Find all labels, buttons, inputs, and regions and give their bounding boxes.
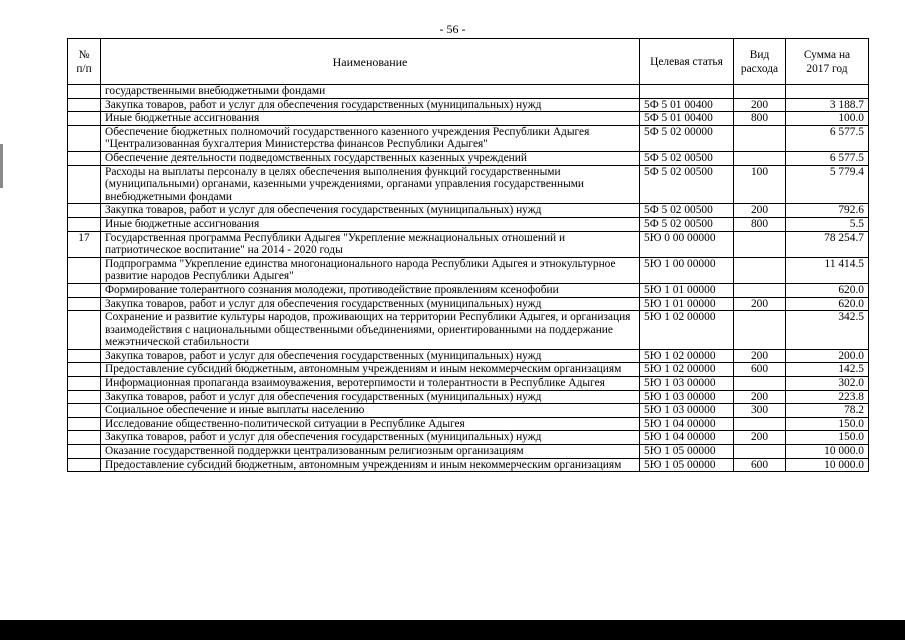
row-amount: 100.0: [786, 112, 869, 126]
row-name: Обеспечение деятельности подведомственных государственных казенных учреждений: [101, 151, 640, 165]
row-number: [68, 445, 101, 459]
row-expense-type: [734, 417, 786, 431]
table-row: [68, 283, 869, 297]
row-name: государственными внебюджетными фондами: [101, 85, 640, 99]
row-name: Подпрограмма "Укрепление единства многонационального народа Республики Адыгея и этнокультурное развитие народов Республики Адыгея": [101, 257, 640, 283]
row-number: [68, 458, 101, 472]
table-row: [68, 404, 869, 418]
row-expense-type: [734, 283, 786, 297]
row-expense-type: 200: [734, 98, 786, 112]
row-amount: 342.5: [786, 311, 869, 350]
row-amount: 150.0: [786, 431, 869, 445]
row-amount: 78 254.7: [786, 231, 869, 257]
row-number: [68, 283, 101, 297]
table-row: [68, 458, 869, 472]
row-expense-type: 100: [734, 165, 786, 204]
header-code: Целевая статья: [640, 39, 734, 85]
row-target-article: 5Ю 1 03 00000: [640, 377, 734, 391]
row-expense-type: 200: [734, 204, 786, 218]
row-expense-type: 800: [734, 112, 786, 126]
row-target-article: 5Ф 5 02 00500: [640, 217, 734, 231]
row-expense-type: 200: [734, 297, 786, 311]
row-number: [68, 377, 101, 391]
row-target-article: 5Ю 1 01 00000: [640, 283, 734, 297]
table-row: [68, 431, 869, 445]
scan-bottom-bar: [0, 620, 905, 640]
table-row: [68, 390, 869, 404]
row-target-article: 5Ю 1 01 00000: [640, 297, 734, 311]
row-target-article: 5Ф 5 01 00400: [640, 98, 734, 112]
row-name: Информационная пропаганда взаимоуважения, веротерпимости и толерантности в Республике Адыгея: [101, 377, 640, 391]
row-target-article: 5Ю 1 04 00000: [640, 431, 734, 445]
page-number: - 56 -: [439, 22, 466, 36]
row-name: Сохранение и развитие культуры народов, проживающих на территории Республики Адыгея, и организация взаимодействия с национальными общественными объединениями, ориентированными на поддержание межэтнической стабильности: [101, 311, 640, 350]
row-target-article: 5Ю 1 05 00000: [640, 445, 734, 459]
row-number: [68, 349, 101, 363]
row-number: [68, 125, 101, 151]
table-row: [68, 231, 869, 257]
row-expense-type: 800: [734, 217, 786, 231]
row-expense-type: [734, 231, 786, 257]
row-name: Иные бюджетные ассигнования: [101, 112, 640, 126]
row-amount: 10 000.0: [786, 458, 869, 472]
row-number: 17: [68, 231, 101, 257]
row-name: Иные бюджетные ассигнования: [101, 217, 640, 231]
row-target-article: 5Ф 5 02 00500: [640, 151, 734, 165]
row-expense-type: 600: [734, 458, 786, 472]
row-name: Закупка товаров, работ и услуг для обеспечения государственных (муниципальных) нужд: [101, 390, 640, 404]
table-row: [68, 257, 869, 283]
row-amount: 6 577.5: [786, 151, 869, 165]
row-number: [68, 297, 101, 311]
row-name: Предоставление субсидий бюджетным, автономным учреждениям и иным некоммерческим организациям: [101, 458, 640, 472]
table-row: [68, 363, 869, 377]
row-target-article: 5Ю 1 00 00000: [640, 257, 734, 283]
row-name: Закупка товаров, работ и услуг для обеспечения государственных (муниципальных) нужд: [101, 204, 640, 218]
table-row: [68, 204, 869, 218]
row-number: [68, 390, 101, 404]
row-number: [68, 217, 101, 231]
row-expense-type: [734, 257, 786, 283]
table-row: [68, 112, 869, 126]
row-amount: 223.8: [786, 390, 869, 404]
row-expense-type: [734, 151, 786, 165]
header-num: № п/п: [68, 39, 101, 85]
table-row: [68, 377, 869, 391]
row-expense-type: 600: [734, 363, 786, 377]
row-name: Закупка товаров, работ и услуг для обеспечения государственных (муниципальных) нужд: [101, 431, 640, 445]
row-target-article: [640, 85, 734, 99]
row-target-article: 5Ю 1 02 00000: [640, 349, 734, 363]
row-number: [68, 204, 101, 218]
row-amount: 620.0: [786, 297, 869, 311]
table-row: [68, 85, 869, 99]
row-number: [68, 151, 101, 165]
header-name: Наименование: [101, 39, 640, 85]
table-row: [68, 297, 869, 311]
row-number: [68, 112, 101, 126]
row-expense-type: 300: [734, 404, 786, 418]
row-name: Исследование общественно-политической ситуации в Республике Адыгея: [101, 417, 640, 431]
row-name: Формирование толерантного сознания молодежи, противодействие проявлениям ксенофобии: [101, 283, 640, 297]
row-expense-type: [734, 125, 786, 151]
row-amount: 3 188.7: [786, 98, 869, 112]
row-amount: 5.5: [786, 217, 869, 231]
row-amount: 6 577.5: [786, 125, 869, 151]
table-row: [68, 98, 869, 112]
row-expense-type: [734, 445, 786, 459]
row-target-article: 5Ю 1 02 00000: [640, 363, 734, 377]
row-amount: 11 414.5: [786, 257, 869, 283]
row-target-article: 5Ф 5 01 00400: [640, 112, 734, 126]
row-expense-type: [734, 311, 786, 350]
table-row: [68, 151, 869, 165]
row-name: Закупка товаров, работ и услуг для обеспечения государственных (муниципальных) нужд: [101, 98, 640, 112]
budget-table: [67, 38, 869, 472]
table-row: [68, 445, 869, 459]
row-target-article: 5Ю 0 00 00000: [640, 231, 734, 257]
row-number: [68, 417, 101, 431]
table-header-row: [68, 39, 869, 85]
row-number: [68, 98, 101, 112]
row-target-article: 5Ю 1 04 00000: [640, 417, 734, 431]
row-target-article: 5Ю 1 03 00000: [640, 390, 734, 404]
header-expense-type: Вид расхода: [734, 39, 786, 85]
row-name: Социальное обеспечение и иные выплаты населению: [101, 404, 640, 418]
scan-edge-mark: [0, 144, 3, 188]
table-row: [68, 165, 869, 204]
table-row: [68, 311, 869, 350]
row-target-article: 5Ф 5 02 00000: [640, 125, 734, 151]
row-number: [68, 257, 101, 283]
row-amount: 10 000.0: [786, 445, 869, 459]
row-amount: [786, 85, 869, 99]
row-name: Закупка товаров, работ и услуг для обеспечения государственных (муниципальных) нужд: [101, 349, 640, 363]
row-target-article: 5Ф 5 02 00500: [640, 165, 734, 204]
row-number: [68, 85, 101, 99]
row-target-article: 5Ю 1 05 00000: [640, 458, 734, 472]
row-target-article: 5Ю 1 03 00000: [640, 404, 734, 418]
row-amount: 302.0: [786, 377, 869, 391]
row-amount: 620.0: [786, 283, 869, 297]
row-name: Предоставление субсидий бюджетным, автономным учреждениям и иным некоммерческим организациям: [101, 363, 640, 377]
row-target-article: 5Ю 1 02 00000: [640, 311, 734, 350]
row-expense-type: 200: [734, 390, 786, 404]
table-row: [68, 125, 869, 151]
row-expense-type: 200: [734, 349, 786, 363]
row-name: Государственная программа Республики Адыгея "Укрепление межнациональных отношений и патриотическое воспитание" на 2014 - 2020 годы: [101, 231, 640, 257]
table-row: [68, 217, 869, 231]
row-amount: 150.0: [786, 417, 869, 431]
row-expense-type: [734, 85, 786, 99]
row-amount: 792.6: [786, 204, 869, 218]
row-amount: 5 779.4: [786, 165, 869, 204]
row-amount: 78.2: [786, 404, 869, 418]
row-amount: 142.5: [786, 363, 869, 377]
row-name: Расходы на выплаты персоналу в целях обеспечения выполнения функций государственными (муниципальными) органами, казенными учреждениями, органами управления государственными внебюджетными фондами: [101, 165, 640, 204]
header-sum: Сумма на 2017 год: [786, 39, 869, 85]
row-name: Оказание государственной поддержки централизованным религиозным организациям: [101, 445, 640, 459]
row-number: [68, 311, 101, 350]
row-number: [68, 431, 101, 445]
table-row: [68, 349, 869, 363]
row-name: Закупка товаров, работ и услуг для обеспечения государственных (муниципальных) нужд: [101, 297, 640, 311]
row-amount: 200.0: [786, 349, 869, 363]
row-number: [68, 404, 101, 418]
table-row: [68, 417, 869, 431]
row-target-article: 5Ф 5 02 00500: [640, 204, 734, 218]
row-expense-type: [734, 377, 786, 391]
row-number: [68, 165, 101, 204]
row-expense-type: 200: [734, 431, 786, 445]
row-name: Обеспечение бюджетных полномочий государственного казенного учреждения Республики Адыгея "Централизованная бухгалтерия Министерства финансов Республики Адыгея": [101, 125, 640, 151]
row-number: [68, 363, 101, 377]
